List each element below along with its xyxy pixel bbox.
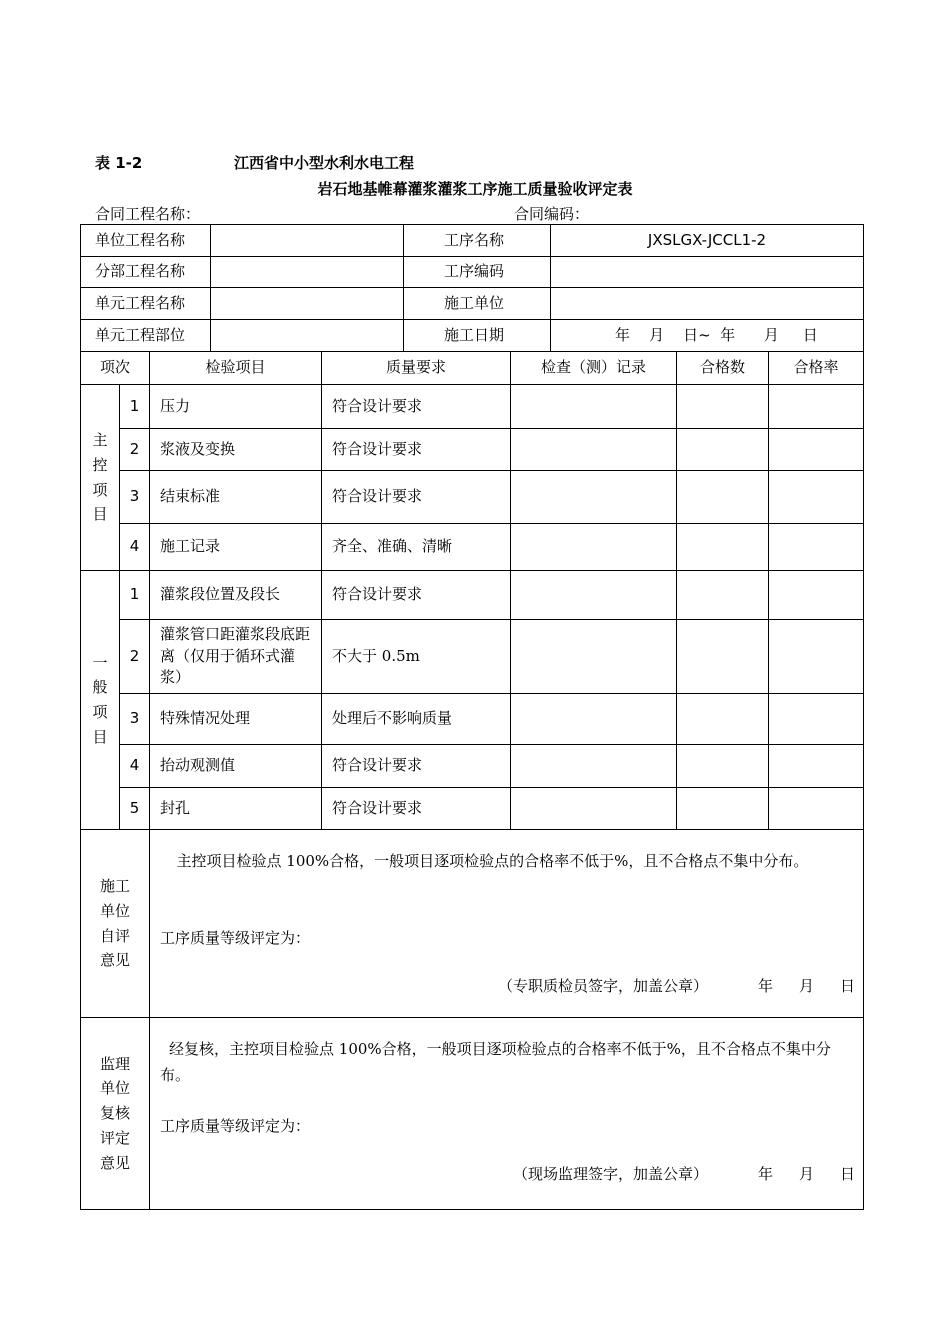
pass-rate-cell[interactable] (769, 524, 864, 571)
process-code-label: 工序编码 (404, 257, 551, 288)
pass-rate-cell[interactable] (769, 788, 864, 830)
pass-rate-cell[interactable] (769, 471, 864, 524)
contract-name-label: 合同工程名称： (95, 205, 201, 223)
table-row (81, 471, 864, 524)
pass-rate-cell[interactable] (769, 745, 864, 788)
col-header-index: 项次 (81, 352, 150, 385)
inspection-item: 抬动观测值 (150, 745, 322, 788)
quality-requirement: 符合设计要求 (322, 385, 511, 429)
col-header-item: 检验项目 (150, 352, 322, 385)
inspection-item: 结束标准 (150, 471, 322, 524)
construction-date-field[interactable]: 年 月 日~ 年 月 日 (551, 320, 864, 352)
quality-requirement: 齐全、准确、清晰 (322, 524, 511, 571)
record-cell[interactable] (511, 385, 677, 429)
row-number: 3 (120, 694, 150, 745)
self-evaluation-signature: （专职质检员签字，加盖公章） 年 月 日 (497, 977, 856, 995)
unit-project-field[interactable] (211, 225, 404, 257)
table-row (81, 385, 864, 429)
inspection-item: 灌浆段位置及段长 (150, 571, 322, 620)
element-name-label: 单元工程名称 (81, 288, 211, 320)
construction-date-label: 施工日期 (404, 320, 551, 352)
element-name-field[interactable] (211, 288, 404, 320)
supervisor-evaluation-grade: 工序质量等级评定为： (160, 1117, 311, 1135)
pass-rate-cell[interactable] (769, 620, 864, 694)
row-number: 3 (120, 471, 150, 524)
element-location-label: 单元工程部位 (81, 320, 211, 352)
record-cell[interactable] (511, 788, 677, 830)
record-cell[interactable] (511, 745, 677, 788)
process-name-label: 工序名称 (404, 225, 551, 257)
column-header-row (81, 352, 864, 385)
pass-count-cell[interactable] (677, 788, 769, 830)
self-evaluation-text: 主控项目检验点 100%合格，一般项目逐项检验点的合格率不低于%，且不合格点不集中分布。 (176, 852, 809, 870)
main-items-group-label: 主控项目 (81, 385, 120, 571)
inspection-item: 特殊情况处理 (150, 694, 322, 745)
sub-project-field[interactable] (211, 257, 404, 288)
table-row (81, 524, 864, 571)
col-header-pass-count: 合格数 (677, 352, 769, 385)
sub-project-label: 分部工程名称 (81, 257, 211, 288)
record-cell[interactable] (511, 694, 677, 745)
items-table (80, 351, 864, 1210)
unit-project-label: 单位工程名称 (81, 225, 211, 257)
pass-rate-cell[interactable] (769, 429, 864, 471)
contract-code-label: 合同编码： (514, 205, 590, 223)
inspection-item: 施工记录 (150, 524, 322, 571)
inspection-item: 封孔 (150, 788, 322, 830)
process-code-field[interactable] (551, 257, 864, 288)
row-number: 1 (120, 571, 150, 620)
pass-count-cell[interactable] (677, 745, 769, 788)
table-row (81, 745, 864, 788)
pass-rate-cell[interactable] (769, 694, 864, 745)
quality-requirement: 处理后不影响质量 (322, 694, 511, 745)
record-cell[interactable] (511, 524, 677, 571)
process-name-field[interactable]: JXSLGX-JCCL1-2 (551, 225, 864, 257)
pass-count-cell[interactable] (677, 429, 769, 471)
general-items-group-label: 一般项目 (81, 571, 120, 830)
self-evaluation-field[interactable] (150, 830, 864, 1018)
inspection-item: 压力 (150, 385, 322, 429)
quality-requirement: 符合设计要求 (322, 788, 511, 830)
table-row (81, 571, 864, 620)
table-row (81, 788, 864, 830)
inspection-item: 浆液及变换 (150, 429, 322, 471)
info-table (80, 224, 864, 352)
row-number: 2 (120, 620, 150, 694)
inspection-item: 灌浆管口距灌浆段底距离（仅用于循环式灌浆） (150, 620, 322, 694)
record-cell[interactable] (511, 571, 677, 620)
self-evaluation-label: 施工单位自评意见 (81, 830, 150, 1018)
row-number: 4 (120, 745, 150, 788)
supervisor-evaluation-text: 经复核，主控项目检验点 100%合格，一般项目逐项检验点的合格率不低于%，且不合格点不集中分布。 (160, 1040, 831, 1085)
supervisor-evaluation-signature: （现场监理签字，加盖公章） 年 月 日 (512, 1165, 856, 1183)
self-evaluation-row (81, 830, 864, 1018)
row-number: 2 (120, 429, 150, 471)
quality-requirement: 不大于 0.5m (322, 620, 511, 694)
self-evaluation-grade: 工序质量等级评定为： (160, 929, 311, 947)
record-cell[interactable] (511, 429, 677, 471)
quality-requirement: 符合设计要求 (322, 571, 511, 620)
pass-count-cell[interactable] (677, 694, 769, 745)
quality-requirement: 符合设计要求 (322, 429, 511, 471)
col-header-requirement: 质量要求 (322, 352, 511, 385)
supervisor-evaluation-label: 监理单位复核评定意见 (81, 1018, 150, 1210)
pass-count-cell[interactable] (677, 471, 769, 524)
table-number: 表 1-2 (95, 154, 143, 172)
pass-rate-cell[interactable] (769, 385, 864, 429)
supervisor-evaluation-row (81, 1018, 864, 1210)
record-cell[interactable] (511, 620, 677, 694)
quality-requirement: 符合设计要求 (322, 471, 511, 524)
table-row (81, 620, 864, 694)
row-number: 4 (120, 524, 150, 571)
col-header-pass-rate: 合格率 (769, 352, 864, 385)
pass-count-cell[interactable] (677, 571, 769, 620)
quality-requirement: 符合设计要求 (322, 745, 511, 788)
row-number: 1 (120, 385, 150, 429)
supervisor-evaluation-field[interactable] (150, 1018, 864, 1210)
table-row (81, 429, 864, 471)
pass-count-cell[interactable] (677, 620, 769, 694)
col-header-record: 检查（测）记录 (511, 352, 677, 385)
pass-count-cell[interactable] (677, 524, 769, 571)
contractor-label: 施工单位 (404, 288, 551, 320)
form-title: 岩石地基帷幕灌浆灌浆工序施工质量验收评定表 (317, 180, 633, 198)
pass-count-cell[interactable] (677, 385, 769, 429)
table-row (81, 694, 864, 745)
organization-title: 江西省中小型水利水电工程 (234, 154, 415, 172)
record-cell[interactable] (511, 471, 677, 524)
element-location-field[interactable] (211, 320, 404, 352)
row-number: 5 (120, 788, 150, 830)
contractor-field[interactable] (551, 288, 864, 320)
pass-rate-cell[interactable] (769, 571, 864, 620)
